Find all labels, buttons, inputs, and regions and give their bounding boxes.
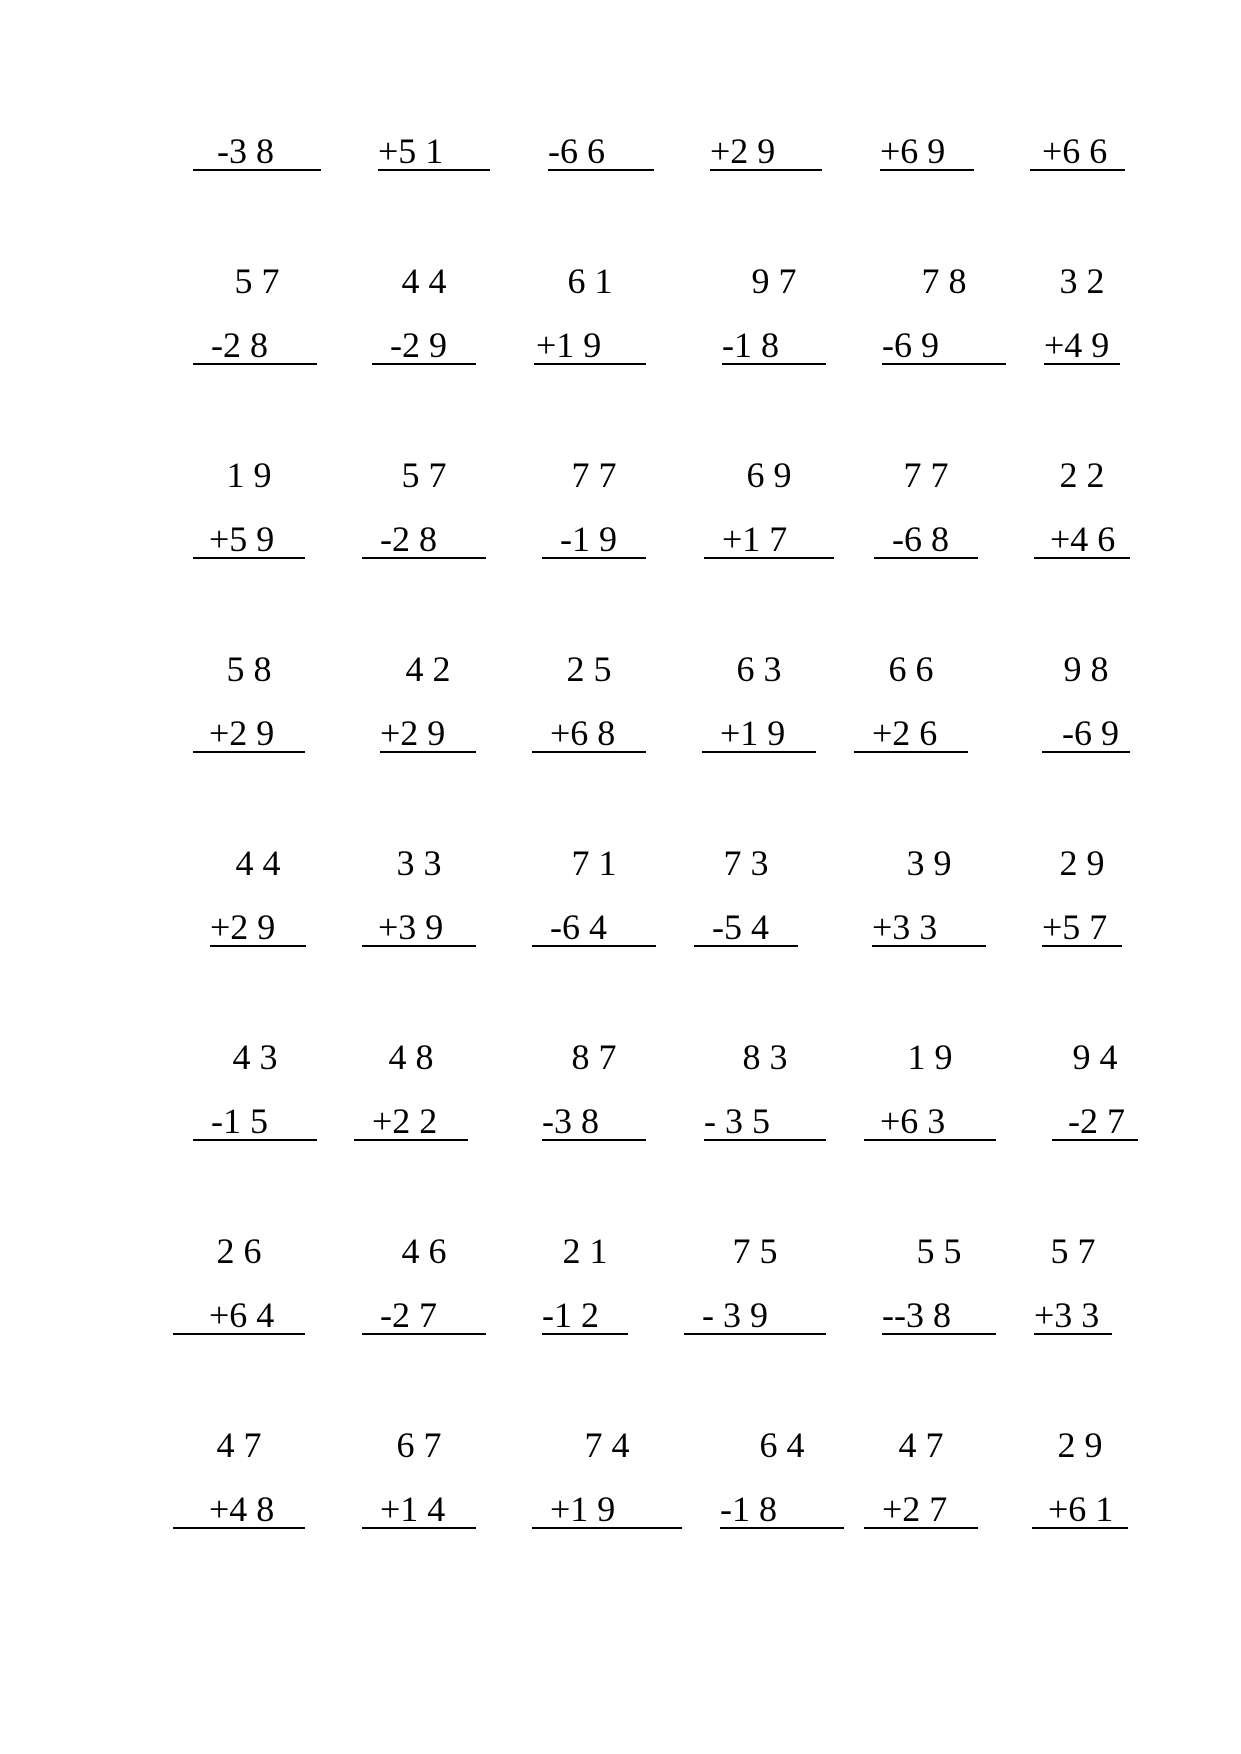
- problem-operand: +5 9: [193, 519, 305, 559]
- problem-top-number: 4 7: [216, 1425, 262, 1465]
- problem-operand: +6 1: [1032, 1489, 1128, 1529]
- problem-operand: +4 9: [1044, 325, 1120, 365]
- problem-operand: -1 5: [193, 1101, 317, 1141]
- problem-operand: +5 1: [378, 131, 490, 171]
- problem-operand: --3 8: [882, 1295, 996, 1335]
- problem-top-number: 4 4: [235, 843, 281, 883]
- problem-top-number: 4 2: [405, 649, 451, 689]
- problem-top-number: 4 8: [388, 1037, 434, 1077]
- problem-top-number: 8 7: [571, 1037, 617, 1077]
- problem-operand: +1 9: [534, 325, 646, 365]
- problem-top-number: 6 3: [736, 649, 782, 689]
- problem-operand: -2 7: [1052, 1101, 1138, 1141]
- problem-top-number: 5 5: [916, 1231, 962, 1271]
- problem-operand: +6 6: [1030, 131, 1125, 171]
- problem-top-number: 5 7: [234, 261, 280, 301]
- problem-top-number: 4 7: [898, 1425, 944, 1465]
- problem-operand: -2 9: [372, 325, 476, 365]
- problem-operand: - 3 5: [704, 1101, 826, 1141]
- problem-operand: +2 2: [354, 1101, 468, 1141]
- problem-operand: +1 4: [362, 1489, 476, 1529]
- problem-operand: +2 9: [380, 713, 476, 753]
- problem-operand: -6 8: [874, 519, 978, 559]
- problem-operand: +2 9: [193, 713, 305, 753]
- problem-operand: -3 8: [542, 1101, 646, 1141]
- problem-top-number: 9 4: [1072, 1037, 1118, 1077]
- problem-top-number: 7 4: [584, 1425, 630, 1465]
- problem-top-number: 7 1: [571, 843, 617, 883]
- problem-operand: -2 7: [362, 1295, 486, 1335]
- problem-top-number: 3 9: [906, 843, 952, 883]
- problem-top-number: 2 2: [1059, 455, 1105, 495]
- problem-top-number: 6 6: [888, 649, 934, 689]
- problem-top-number: 9 7: [751, 261, 797, 301]
- problem-operand: -6 6: [548, 131, 654, 171]
- problem-top-number: 5 8: [226, 649, 272, 689]
- problem-top-number: 6 7: [396, 1425, 442, 1465]
- problem-operand: +1 7: [704, 519, 834, 559]
- problem-top-number: 6 9: [746, 455, 792, 495]
- problem-operand: +3 9: [362, 907, 476, 947]
- problem-top-number: 2 9: [1059, 843, 1105, 883]
- problem-top-number: 7 7: [571, 455, 617, 495]
- problem-operand: +1 9: [532, 1489, 682, 1529]
- problem-operand: -3 8: [193, 131, 321, 171]
- problem-operand: -1 2: [542, 1295, 628, 1335]
- problem-top-number: 5 7: [401, 455, 447, 495]
- problem-top-number: 7 8: [921, 261, 967, 301]
- problem-operand: -6 4: [532, 907, 656, 947]
- problem-operand: +6 9: [880, 131, 974, 171]
- problem-top-number: 2 9: [1057, 1425, 1103, 1465]
- problem-operand: -6 9: [1042, 713, 1130, 753]
- problem-operand: -1 9: [542, 519, 646, 559]
- problem-operand: +6 3: [864, 1101, 996, 1141]
- problem-top-number: 1 9: [907, 1037, 953, 1077]
- problem-top-number: 5 7: [1050, 1231, 1096, 1271]
- problem-operand: +2 9: [710, 131, 822, 171]
- problem-operand: -6 9: [882, 325, 1006, 365]
- problem-top-number: 4 6: [401, 1231, 447, 1271]
- problem-top-number: 7 7: [903, 455, 949, 495]
- problem-operand: +5 7: [1042, 907, 1122, 947]
- problem-top-number: 2 6: [216, 1231, 262, 1271]
- problem-operand: +6 8: [532, 713, 646, 753]
- problem-operand: - 3 9: [684, 1295, 826, 1335]
- problem-top-number: 8 3: [742, 1037, 788, 1077]
- problem-operand: +6 4: [173, 1295, 305, 1335]
- problem-top-number: 6 1: [567, 261, 613, 301]
- problem-top-number: 7 3: [723, 843, 769, 883]
- problem-operand: -1 8: [720, 1489, 844, 1529]
- problem-operand: +3 3: [872, 907, 986, 947]
- problem-top-number: 9 8: [1063, 649, 1109, 689]
- problem-top-number: 7 5: [732, 1231, 778, 1271]
- problem-operand: +2 6: [854, 713, 968, 753]
- problem-top-number: 4 4: [401, 261, 447, 301]
- problem-operand: -2 8: [193, 325, 317, 365]
- problem-top-number: 2 1: [562, 1231, 608, 1271]
- problem-operand: +1 9: [702, 713, 816, 753]
- problem-top-number: 1 9: [226, 455, 272, 495]
- problem-operand: +4 6: [1034, 519, 1130, 559]
- problem-top-number: 3 2: [1059, 261, 1105, 301]
- problem-top-number: 3 3: [396, 843, 442, 883]
- problem-operand: +2 9: [210, 907, 306, 947]
- problem-operand: +2 7: [864, 1489, 978, 1529]
- problem-operand: -1 8: [722, 325, 826, 365]
- problem-top-number: 2 5: [566, 649, 612, 689]
- problem-top-number: 6 4: [759, 1425, 805, 1465]
- problem-operand: +3 3: [1034, 1295, 1112, 1335]
- problem-operand: +4 8: [173, 1489, 305, 1529]
- problem-operand: -5 4: [694, 907, 798, 947]
- problem-top-number: 4 3: [232, 1037, 278, 1077]
- problem-operand: -2 8: [362, 519, 486, 559]
